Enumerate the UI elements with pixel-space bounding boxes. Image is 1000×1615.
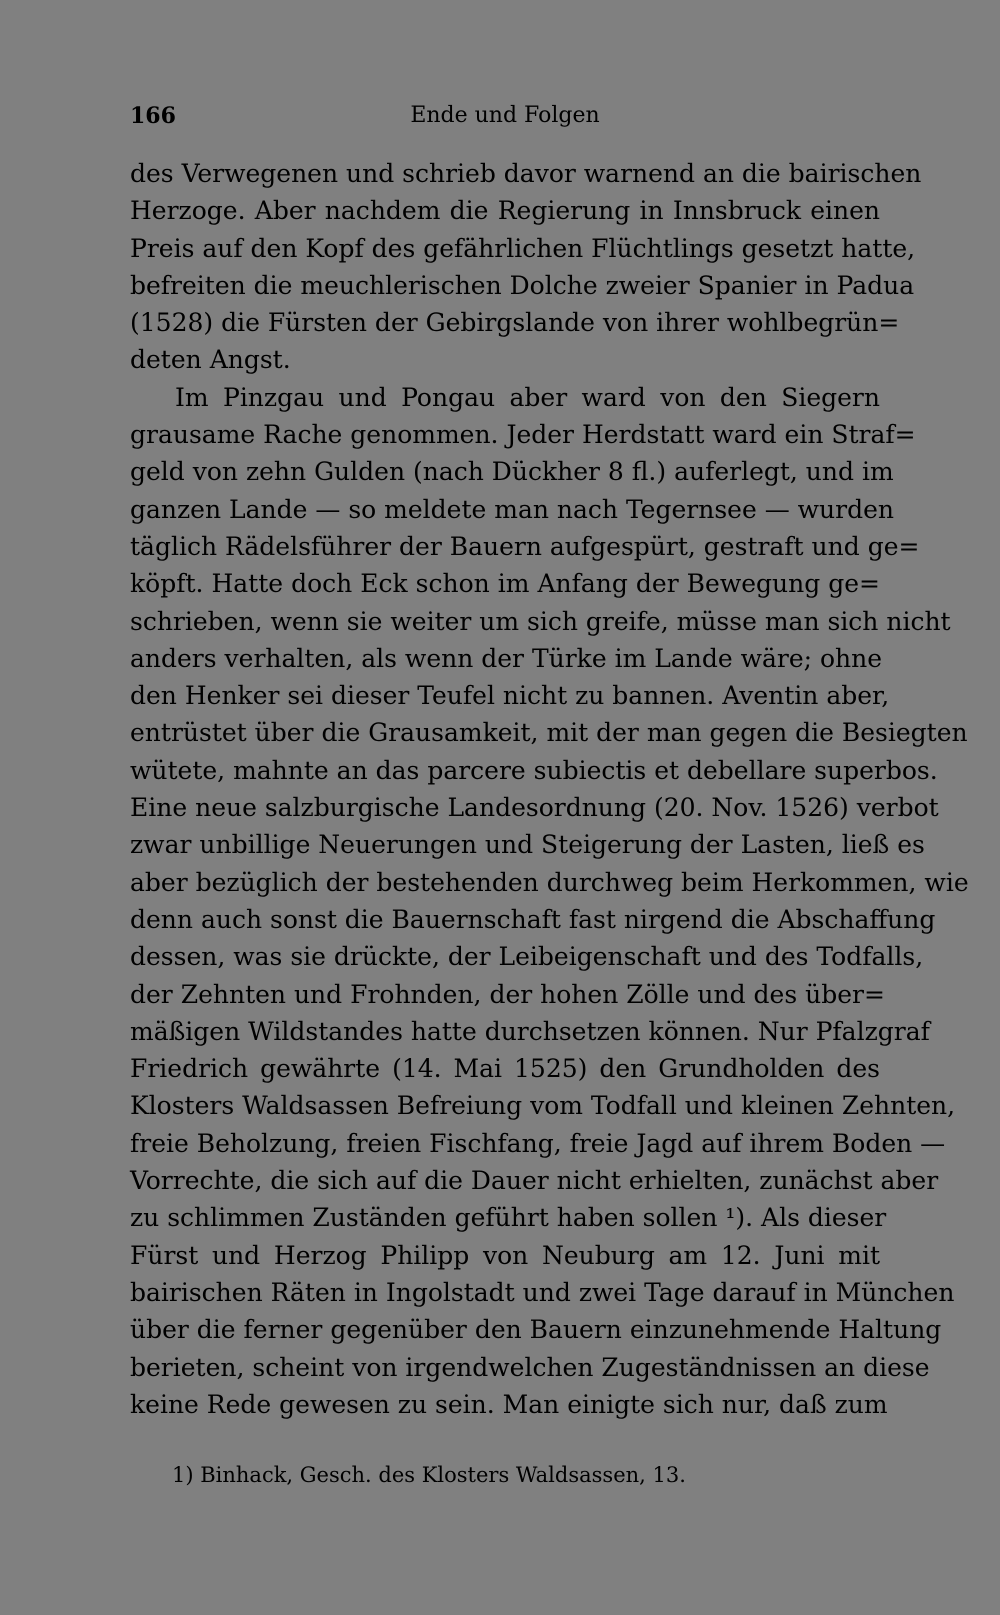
page-number: 166 (130, 103, 176, 129)
text-line: schrieben, wenn sie weiter um sich greife, müsse man sich nicht (130, 606, 951, 636)
text-line: Friedrich gewährte (14. Mai 1525) den Grundholden des (130, 1054, 880, 1084)
text-line: entrüstet über die Grausamkeit, mit der man gegen die Besiegten (130, 718, 968, 748)
text-line: dessen, was sie drückte, der Leibeigenschaft und des Todfalls, (130, 942, 924, 972)
text-line: aber bezüglich der bestehenden durchweg beim Herkommen, wie (130, 867, 969, 897)
text-line: (1528) die Fürsten der Gebirgslande von ihrer wohlbegrün= (130, 308, 900, 338)
footnote: 1) Binhack, Gesch. des Klosters Waldsassen, 13. (172, 1463, 686, 1487)
text-line: Im Pinzgau und Pongau aber ward von den Siegern (175, 382, 880, 412)
text-line: grausame Rache genommen. Jeder Herdstatt ward ein Straf= (130, 420, 916, 450)
text-line: deten Angst. (130, 345, 291, 375)
text-line: zu schlimmen Zuständen geführt haben sollen ¹). Als dieser (130, 1203, 887, 1233)
text-line: Vorrechte, die sich auf die Dauer nicht erhielten, zunächst aber (130, 1166, 939, 1196)
text-line: befreiten die meuchlerischen Dolche zweier Spanier in Padua (130, 270, 915, 300)
text-line: über die ferner gegenüber den Bauern einzunehmende Haltung (130, 1315, 942, 1345)
text-line: wütete, mahnte an das parcere subiectis et debellare superbos. (130, 755, 938, 785)
text-line: Preis auf den Kopf des gefährlichen Flüchtlings gesetzt hatte, (130, 233, 916, 263)
text-line: ganzen Lande — so meldete man nach Tegernsee — wurden (130, 494, 894, 524)
text-line: des Verwegenen und schrieb davor warnend an die bairischen (130, 159, 922, 188)
text-line: den Henker sei dieser Teufel nicht zu bannen. Aventin aber, (130, 681, 890, 711)
body-text (130, 155, 969, 1423)
text-line: keine Rede gewesen zu sein. Man einigte sich nur, daß zum (130, 1389, 888, 1419)
text-line: geld von zehn Gulden (nach Dückher 8 fl.) auferlegt, und im (130, 457, 894, 487)
text-line: Fürst und Herzog Philipp von Neuburg am 12. Juni mit (130, 1240, 880, 1270)
page-header (130, 98, 880, 134)
text-line: anders verhalten, als wenn der Türke im Lande wäre; ohne (130, 643, 883, 673)
text-line: berieten, scheint von irgendwelchen Zugeständnissen an diese (130, 1352, 930, 1382)
text-line: täglich Rädelsführer der Bauern aufgespürt, gestraft und ge= (130, 531, 920, 561)
text-line: Eine neue salzburgische Landesordnung (20. Nov. 1526) verbot (130, 793, 939, 823)
text-line: Herzoge. Aber nachdem die Regierung in Innsbruck einen (130, 196, 880, 226)
text-line: bairischen Räten in Ingolstadt und zwei Tage darauf in München (130, 1277, 955, 1307)
text-line: Klosters Waldsassen Befreiung vom Todfall und kleinen Zehnten, (130, 1091, 956, 1121)
text-line: der Zehnten und Frohnden, der hohen Zölle und des über= (130, 979, 885, 1009)
text-line: zwar unbillige Neuerungen und Steigerung der Lasten, ließ es (130, 830, 925, 860)
running-head: Ende und Folgen (410, 103, 600, 128)
text-line: mäßigen Wildstandes hatte durchsetzen können. Nur Pfalzgraf (130, 1016, 930, 1046)
text-line: köpft. Hatte doch Eck schon im Anfang der Bewegung ge= (130, 569, 880, 599)
text-line: freie Beholzung, freien Fischfang, freie Jagd auf ihrem Boden — (130, 1128, 946, 1158)
text-line: denn auch sonst die Bauernschaft fast nirgend die Abschaffung (130, 904, 936, 934)
